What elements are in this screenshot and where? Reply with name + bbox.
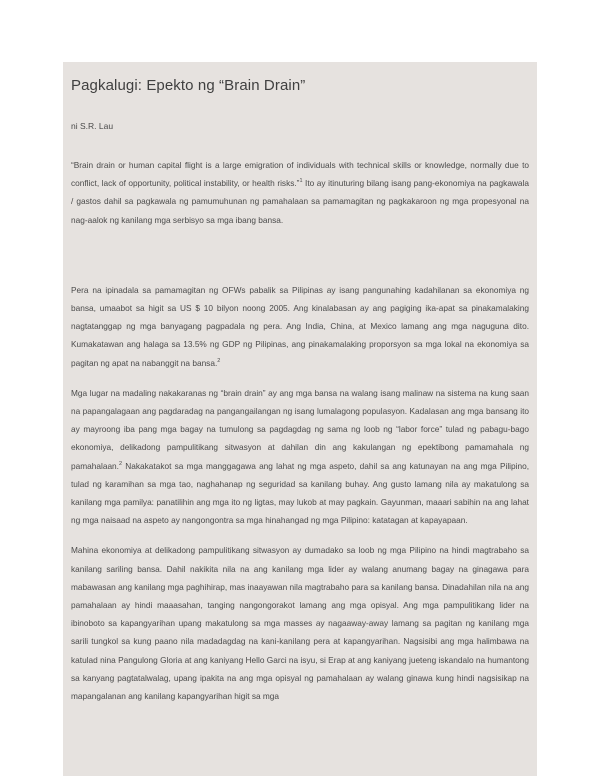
document-page [63, 62, 537, 776]
paragraph-text: Pera na ipinadala sa pamamagitan ng OFWs pabalik sa Pilipinas ay isang pangunahing kadahilanan sa ekonomiya ng bansa, umaabot sa higit sa US $ 10 bilyon noong 2005. Ang kinalabasan ay ang pagiging ika-apat sa pinakamalaking nagtatanggap ng mga banyagang pagpadala ng pera. Ang India, China, at Mexico lamang ang mga naguguna dito. Kumakatawan ang halaga sa 13.5% ng GDP ng Pilipinas, ang pinakamalaking proporsyon sa mga lokal na ekonomiya sa pagitan ng apat na nabanggit na bansa. [71, 284, 529, 368]
paragraph-text: Mga lugar na madaling nakakaranas ng “brain drain” ay ang mga bansa na walang isang malinaw na sistema na kung saan na papangalagaan ang pagdaradag na pangangailangan ng isang lumalagong populasyon. Kadalasan ang mga bansang ito ay mayroong iba pang mga bagay na tumulong sa pagdagdag ng sama ng loob ng “labor force” tulad ng pabagu-bago ekonomiya, delikadong pampulitikang sitwasyon at dahilan din ang kakulangan ng epektibong pamamahala ng pamahalaan. [71, 387, 529, 471]
spacer [71, 229, 529, 281]
paragraph-text: Mahina ekonomiya at delikadong pampulitikang sitwasyon ay dumadako sa loob ng mga Pilipino na hindi magtrabaho sa kanilang sariling bansa. Dahil nakikita nila na ang kanilang mga lider ay walang anumang bagay na ginagawa para mabawasan ang kanilang mga paghihirap, mas inaayawan nila magtrabaho para sa kanilang bansa. Dinadahilan nila na ang pamahalaan ay hindi maaasahan, tanging nangongorakot lamang ang mga opisyal. Ang mga pampulitikang lider na ibinoboto sa kapangyarihan upang makatulong sa mga masses ay nagaaway-away lamang sa pagitan ng kanilang mga sarili tungkol sa kung paano nila madadagdag na kani-kanilang pera at kapangyarihan. Nagsisibi ang mga halimbawa na katulad nina Pangulong Gloria at ang kaniyang Hello Garci na isyu, si Erap at ang kaniyang jueteng iskandalo na humantong sa kanyang pagtatalwalag, upang ipakita na ang mga opisyal ng pamahalaan ay walang ginawa kung hindi nagsisikap na mapangalanan ang kanilang kapangyarihan higit sa mga [71, 545, 529, 702]
document-title: Pagkalugi: Epekto ng “Brain Drain” [71, 77, 306, 94]
paragraph-affected-countries [71, 384, 529, 530]
paragraph-text: Ito ay itinuturing bilang isang pang-ekonomiya na pagkawala / gastos dahil sa pagkawala ng pamumuhunan ng pamahalaan sa pamamagitan ng pagkakaroon ng mga propesyonal na nag-aalok ng kanilang mga serbisyo sa mga ibang bansa. [71, 178, 529, 225]
footnote-ref: 2 [118, 460, 123, 467]
paragraph-economy-politics [71, 541, 529, 705]
spacer [71, 372, 529, 384]
paragraph-remittances [71, 281, 529, 372]
spacer [71, 529, 529, 541]
author-line: ni S.R. Lau [71, 121, 114, 131]
paragraph-definition [71, 156, 529, 229]
paragraph-text: Nakakatakot sa mga manggagawa ang lahat ng mga aspeto, dahil sa ang katunayan na ang mga Pilipino, tulad ng karamihan sa mga tao, naghahanap ng seguridad sa kanilang buhay. Ang gusto lamang nila ay makatulong sa kanilang mga pamilya: panatilihin ang mga ito ng ligtas, may lukob at may pagkain. Gayunman, maaari sabihin na ang lahat ng mga naisaad na aspeto ay nangongontra sa mga hinahangad ng mga Pilipino: katatagan at kapayapaan. [71, 460, 529, 526]
footnote-ref: 2 [217, 357, 221, 364]
footnote-ref: 1 [299, 178, 303, 185]
paragraph-text: “Brain drain or human capital flight is a large emigration of individuals with technical skills or knowledge, normally due to conflict, lack of opportunity, political instability, or health risks.” [71, 160, 529, 189]
